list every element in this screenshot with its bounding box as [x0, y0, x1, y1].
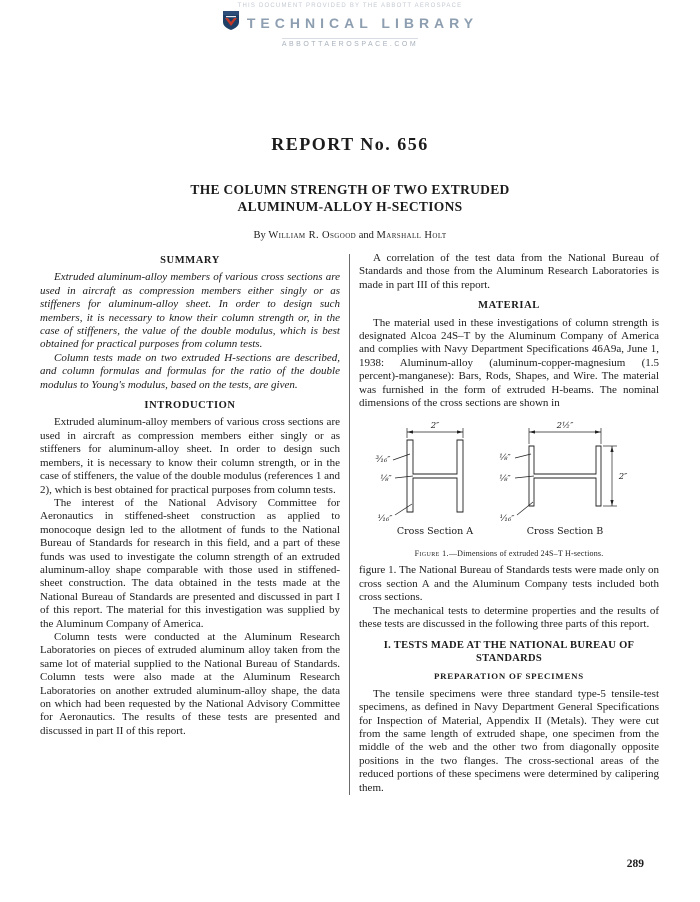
- dimension-arrowheads: [407, 431, 614, 507]
- introduction-heading: INTRODUCTION: [144, 400, 236, 412]
- cross-section-b-label: Cross Section B: [526, 526, 604, 538]
- title-block: [0, 134, 700, 241]
- intro-paragraph-3: Column tests were conducted at the Aluminum Research Laboratories on pieces of extruded aluminum alloy taken from the same lot of material supplied to the National Bureau of Standards. Column tests were also made at the Aluminum Research Laboratories on another extruded aluminum-alloy shape, the data on which had been requested by the National Advisory Committee for Aeronautics. The results of these tests are presented and discussed in part II of this report.: [40, 630, 340, 737]
- byline-and: and: [358, 230, 374, 241]
- report-number: REPORT No. 656: [271, 134, 429, 154]
- column-divider-rule: [349, 254, 350, 795]
- provided-by-text: THIS DOCUMENT PROVIDED BY THE ABBOTT AEROSPACE: [237, 3, 463, 9]
- dim-a-web: ⅛″: [380, 474, 392, 485]
- part1-heading-line1: I. TESTS MADE AT THE NATIONAL BUREAU OF: [383, 640, 635, 652]
- abbott-shield-icon: [222, 10, 240, 36]
- cross-section-a-label: Cross Section A: [396, 526, 474, 538]
- dim-b-height: 2″: [618, 472, 628, 483]
- two-column-body: [40, 252, 660, 795]
- technical-library-logo-text: TECHNICAL LIBRARY: [246, 15, 479, 31]
- summary-heading: SUMMARY: [160, 255, 220, 266]
- material-heading: MATERIAL: [478, 300, 540, 312]
- figure-reference-paragraph: figure 1. The National Bureau of Standards tests were made only on cross section A and the Aluminum Company tests included both cross sections.: [359, 564, 659, 604]
- byline: [0, 230, 700, 241]
- right-column: [351, 252, 659, 795]
- mechanical-tests-paragraph: The mechanical tests to determine properties and the results of these tests are discussed in the following three parts of this report.: [359, 604, 659, 630]
- preparation-heading: PREPARATION OF SPECIMENS: [433, 671, 585, 682]
- figure-caption-text: —Dimensions of extruded 24S–T H-sections.: [448, 548, 604, 558]
- website-text: ABBOTTAEROSPACE.COM: [282, 38, 418, 48]
- dim-b-web: ⅛″: [499, 474, 511, 485]
- paper-title-line1: THE COLUMN STRENGTH OF TWO EXTRUDED: [190, 182, 510, 197]
- dim-a-width: 2″: [430, 421, 440, 432]
- dim-a-fillet: ¹⁄₁₆″: [377, 514, 393, 525]
- dim-a-flange: ³⁄₁₆″: [375, 455, 391, 466]
- dim-b-width: 2½″: [556, 421, 574, 432]
- left-column: [40, 252, 348, 795]
- summary-paragraph-1: Extruded aluminum-alloy members of various cross sections are used in aircraft as compression members either singly or as stiffeners for aluminum-alloy sheet. In order to design such members, it is necessary to know their column strength or, in the case of stiffeners, the value of the double modulus, which is best obtained for practical purposes from column tests.: [40, 271, 340, 351]
- author-1: William R. Osgood: [268, 230, 357, 241]
- intro-paragraph-2: The interest of the National Advisory Committee for Aeronautics in stiffened-sheet construction as applied to monocoque design led to the allotment of funds to the National Bureau of Standards for research in this field, and a part of these funds was used to investigate the column strength of an extruded aluminum-alloy shape comparable with those used in stiffened-sheet construction. The data obtained in the tests made at the National Bureau of Standards are presented and discussed in part I of this report. The material for this investigation was supplied by the Aluminum Company of America.: [40, 496, 340, 630]
- dimension-lines: [393, 428, 617, 515]
- part1-heading: [359, 639, 659, 665]
- figure-caption: [359, 547, 659, 560]
- paper-title: [0, 181, 700, 215]
- preparation-paragraph: The tensile specimens were three standard type-5 tensile-test specimens, as defined in Navy Department General Specifications for Inspection of Material, Appendix II (Metals). They were cut from the same length of extruded shape, one specimen from the middle of the web and the other two from diagonally opposite positions in the two flanges. The cross-sectional areas of the reduced portions of these specimens were determined by calipering them.: [359, 687, 659, 794]
- summary-paragraph-2: Column tests made on two extruded H-sections are described, and column formulas and formulas for the ratio of the double modulus to Young's modulus, based on the tests, are given.: [40, 351, 340, 391]
- paper-title-line2: ALUMINUM-ALLOY H-SECTIONS: [237, 199, 463, 214]
- byline-prefix: By: [253, 230, 266, 241]
- part1-heading-line2: STANDARDS: [475, 653, 543, 665]
- figure-caption-label: Figure 1.: [414, 548, 449, 558]
- page-number: 289: [626, 858, 644, 870]
- author-2: Marshall Holt: [376, 230, 447, 241]
- watermark-header: [0, 3, 700, 48]
- dim-b-flange: ⅛″: [499, 453, 511, 464]
- correlation-paragraph: A correlation of the test data from the National Bureau of Standards and those from the Aluminum Research Laboratories is made in part III of this report.: [359, 252, 659, 291]
- intro-paragraph-1: Extruded aluminum-alloy members of various cross sections are used in aircraft as compression members either singly or as stiffeners for aluminum-alloy sheet. In order to design such members, it is necessary to know their column strength, or in the case of stiffeners, the value of the double modulus (references 1 and 2), which is best obtained for practical purposes from column tests.: [40, 416, 340, 496]
- h-section-diagram: [359, 416, 659, 540]
- figure-1: [359, 416, 659, 560]
- dim-b-fillet: ¹⁄₁₆″: [499, 514, 515, 525]
- material-paragraph: The material used in these investigations of column strength is designated Alcoa 24S–T by the Aluminum Company of America and complies with Navy Department Specifications 46A9a, June 1, 1938: Aluminum-alloy (aluminum-copper-magnesium (1.5 percent)-manganese): Bars, Rods, Shapes, and Wire. The material was furnished in the form of extruded H-beams. The nominal dimensions of the cross sections are shown in: [359, 316, 659, 410]
